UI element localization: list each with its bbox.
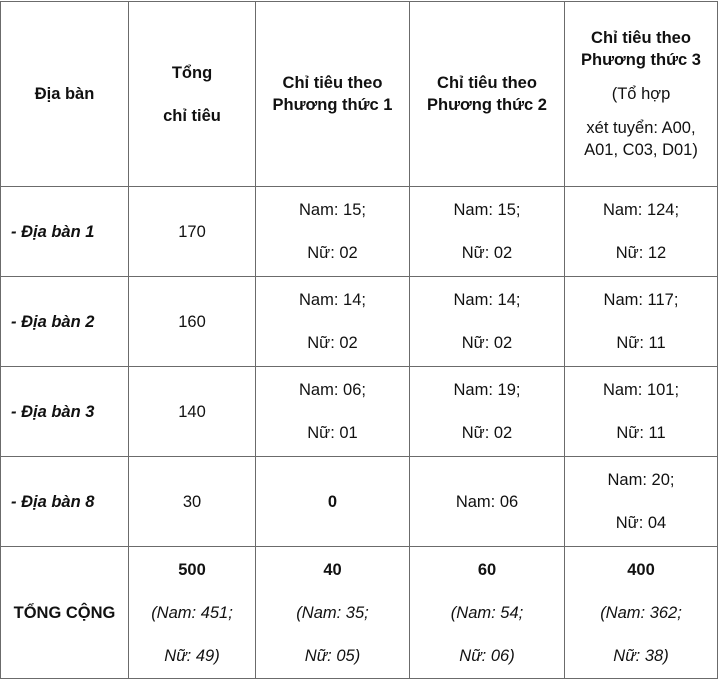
total-label: TỔNG CỘNG	[1, 547, 129, 679]
method-2-cell: Nam: 15; Nữ: 02	[410, 187, 565, 277]
table-row	[1, 277, 718, 367]
method-3-cell: Nam: 124; Nữ: 12	[565, 187, 718, 277]
method-1-cell: Nam: 15; Nữ: 02	[256, 187, 410, 277]
total-cell: 140	[129, 367, 256, 457]
method-3-cell: Nam: 117; Nữ: 11	[565, 277, 718, 367]
total-cell: 160	[129, 277, 256, 367]
admission-quota-table	[0, 1, 718, 679]
total-cell: 170	[129, 187, 256, 277]
method-3-total-cell: 400 (Nam: 362; Nữ: 38)	[565, 547, 718, 679]
method-1-cell: 0	[256, 457, 410, 547]
table-row	[1, 457, 718, 547]
grand-total-cell: 500 (Nam: 451; Nữ: 49)	[129, 547, 256, 679]
region-cell: - Địa bàn 1	[1, 187, 129, 277]
method-1-cell: Nam: 06; Nữ: 01	[256, 367, 410, 457]
region-cell: - Địa bàn 8	[1, 457, 129, 547]
table-row	[1, 187, 718, 277]
header-method-3: Chỉ tiêu theo Phương thức 3 (Tổ hợp xét tuyển: A00, A01, C03, D01)	[565, 2, 718, 187]
header-method-2: Chỉ tiêu theo Phương thức 2	[410, 2, 565, 187]
method-3-cell: Nam: 20; Nữ: 04	[565, 457, 718, 547]
method-1-total-cell: 40 (Nam: 35; Nữ: 05)	[256, 547, 410, 679]
total-cell: 30	[129, 457, 256, 547]
method-2-cell: Nam: 19; Nữ: 02	[410, 367, 565, 457]
region-cell: - Địa bàn 2	[1, 277, 129, 367]
region-cell: - Địa bàn 3	[1, 367, 129, 457]
method-2-total-cell: 60 (Nam: 54; Nữ: 06)	[410, 547, 565, 679]
method-1-cell: Nam: 14; Nữ: 02	[256, 277, 410, 367]
method-2-cell: Nam: 14; Nữ: 02	[410, 277, 565, 367]
header-row	[1, 2, 718, 187]
total-row	[1, 547, 718, 679]
method-3-cell: Nam: 101; Nữ: 11	[565, 367, 718, 457]
header-total: Tổng chỉ tiêu	[129, 2, 256, 187]
table-row	[1, 367, 718, 457]
header-method-1: Chỉ tiêu theo Phương thức 1	[256, 2, 410, 187]
method-2-cell: Nam: 06	[410, 457, 565, 547]
header-region: Địa bàn	[1, 2, 129, 187]
